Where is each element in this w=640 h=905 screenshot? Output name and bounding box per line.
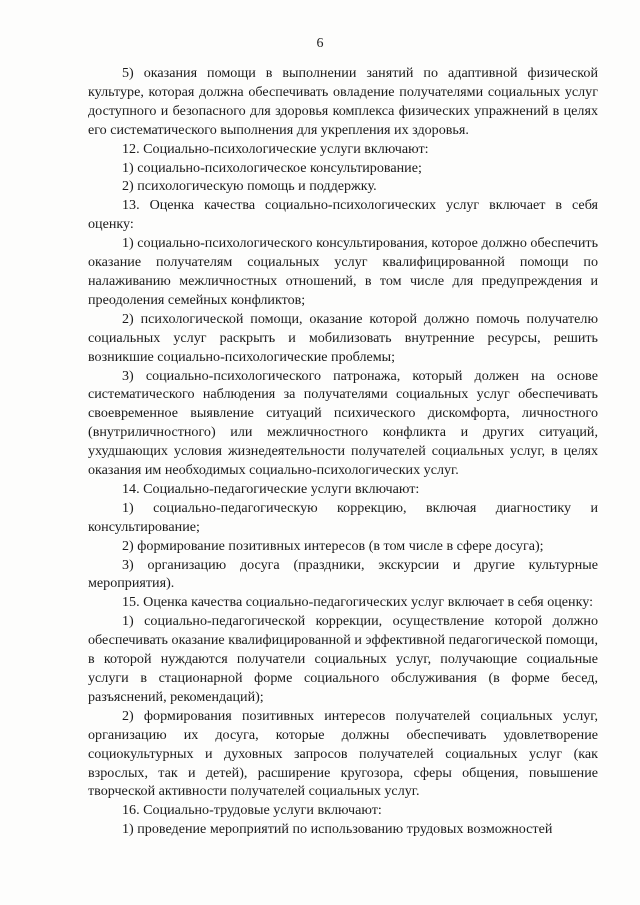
page-number: 6: [316, 36, 324, 51]
paragraph: 12. Социально-психологические услуги включают:: [122, 140, 429, 157]
paragraph: 2) психологической помощи, оказание которой должно помочь получателю социальных услуг раскрыть и мобилизовать внутренние ресурсы, решить возникшие социально-психологические проблемы;: [88, 310, 598, 365]
paragraph: 1) проведение мероприятий по использованию трудовых возможностей: [122, 821, 553, 838]
paragraph: 2) психологическую помощь и поддержку.: [122, 178, 377, 195]
paragraph: 1) социально-педагогической коррекции, осуществление которой должно обеспечивать оказание квалифицированной и эффективной педагогической помощи, в которой нуждаются получатели социальных услуг, получающие социальные услуги в стационарной форме социального обслуживания (в форме бесед, разъяснений, рекомендаций);: [88, 613, 598, 705]
paragraph: 15. Оценка качества социально-педагогических услуг включает в себя оценку:: [122, 594, 594, 611]
paragraph: 14. Социально-педагогические услуги включают:: [122, 480, 420, 497]
paragraph: 1) социально-психологического консультирования, которое должно обеспечить оказание получателям социальных услуг квалифицированной помощи по налаживанию межличностных отношений, в том числе для предупреждения и преодоления семейных конфликтов;: [88, 235, 598, 308]
paragraph: 2) формирования позитивных интересов получателей социальных услуг, организацию их досуга, которые должны обеспечивать удовлетворение социокультурных и духовных запросов получателей социальных услуг (как взрослых, так и детей), расширение кругозора, сферы общения, повышение творческой активности получателей социальных услуг.: [88, 707, 598, 800]
paragraph: 1) социально-педагогическую коррекцию, включая диагностику и консультирование;: [88, 499, 598, 535]
paragraph: 3) организацию досуга (праздники, экскурсии и другие культурные мероприятия).: [88, 556, 598, 592]
document-body: [88, 64, 598, 839]
paragraph: 16. Социально-трудовые услуги включают:: [122, 802, 382, 819]
paragraph: 13. Оценка качества социально-психологических услуг включает в себя оценку:: [88, 197, 598, 233]
paragraph: 2) формирование позитивных интересов (в том числе в сфере досуга);: [122, 537, 544, 554]
paragraph: 3) социально-психологического патронажа, который должен на основе систематического наблюдения за получателями социальных услуг обеспечивать своевременное выявление ситуаций психического дискомфорта, личностного (внутриличностного) или межличностного конфликта и других ситуаций, ухудшающих условия жизнедеятельности получателей социальных услуг, в целях оказания им необходимых социально-психологических услуг.: [88, 367, 598, 479]
paragraph: 1) социально-психологическое консультирование;: [122, 159, 422, 176]
paragraph: 5) оказания помощи в выполнении занятий по адаптивной физической культуре, которая должна обеспечивать овладение получателями социальных услуг доступного и безопасного для здоровья комплекса физических упражнений в целях его систематического выполнения для укрепления их здоровья.: [88, 65, 598, 138]
